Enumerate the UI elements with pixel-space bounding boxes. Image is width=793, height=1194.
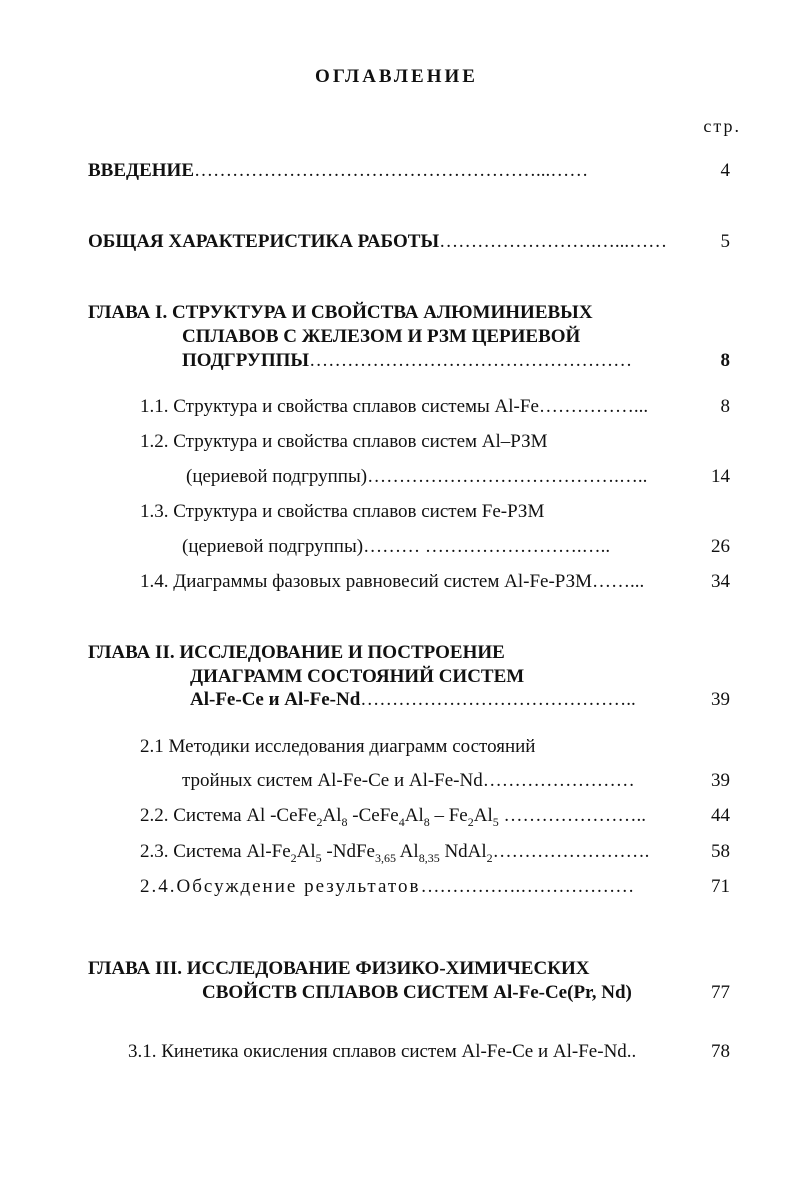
leader-dots: ………………….. (498, 805, 646, 826)
page-number: 71 (711, 876, 730, 897)
entry-text: NdAl (439, 841, 487, 862)
entry-text: (цериевой подгруппы) (182, 536, 364, 557)
leader-dots: ………………………………………………...…… (194, 160, 589, 181)
page-number: 26 (711, 536, 730, 557)
entry-text: Al-Fe-Ce и Al-Fe-Nd (190, 689, 361, 710)
toc-entry-2-2[interactable] (140, 805, 646, 827)
entry-text: 2.3. Система Al-Fe (140, 841, 291, 862)
subscript: 3,65 (374, 850, 396, 865)
entry-text: Al (473, 805, 493, 826)
toc-entry-1-3[interactable]: 1.3. Структура и свойства сплавов систем Fe-РЗМ (140, 501, 545, 522)
leader-dots: ……………………. (492, 841, 650, 862)
chapter-2-line1[interactable]: ГЛАВА II. ИССЛЕДОВАНИЕ И ПОСТРОЕНИЕ (88, 642, 505, 663)
entry-text: -CeFe (347, 805, 399, 826)
toc-entry-1-2-cont (186, 466, 647, 488)
entry-text: ПОДГРУППЫ (182, 350, 310, 371)
toc-entry-1-2[interactable]: 1.2. Структура и свойства сплавов систем Al–РЗМ (140, 431, 548, 452)
entry-text: ВВЕДЕНИЕ (88, 160, 194, 181)
leader-dots: ……………... (538, 396, 649, 417)
toc-entry-2-3[interactable] (140, 841, 649, 863)
entry-text: ОБЩАЯ ХАРАКТЕРИСТИКА РАБОТЫ (88, 231, 440, 252)
entry-text: Al (404, 805, 424, 826)
chapter-3-line2: СВОЙСТВ СПЛАВОВ СИСТЕМ Al-Fe-Ce(Pr, Nd) (202, 982, 632, 1003)
toc-entry-2-1[interactable]: 2.1 Методики исследования диаграмм состояний (140, 736, 536, 757)
toc-entry-2-1-cont (182, 770, 635, 792)
entry-text: 2.4.Обсуждение результатов (140, 876, 421, 897)
entry-text: (цериевой подгруппы) (186, 466, 368, 487)
page-number: 8 (720, 396, 730, 417)
entry-text: 1.4. Диаграммы фазовых равновесий систем Al-Fe-РЗМ (140, 571, 592, 592)
entry-text: -NdFe (321, 841, 375, 862)
entry-text: Al (296, 841, 316, 862)
entry-text: тройных систем Al-Fe-Ce и Al-Fe-Nd (182, 770, 483, 791)
toc-entry-2-4[interactable] (140, 876, 634, 898)
page-number: 39 (711, 689, 730, 710)
page-number: 5 (720, 231, 730, 252)
subscript: 2 (467, 814, 474, 829)
toc-entry-1-1[interactable] (140, 396, 648, 418)
entry-text: 2.2. Система Al -CeFe (140, 805, 317, 826)
entry-text: Al (322, 805, 342, 826)
subscript: 2 (486, 850, 493, 865)
toc-entry-1-4[interactable] (140, 571, 644, 593)
page-column-label: стр. (703, 116, 741, 136)
chapter-1-line1[interactable]: ГЛАВА I. СТРУКТУРА И СВОЙСТВА АЛЮМИНИЕВЫХ (88, 302, 593, 323)
page-number: 77 (711, 982, 730, 1003)
page-number: 44 (711, 805, 730, 826)
chapter-2-line2: ДИАГРАММ СОСТОЯНИЙ СИСТЕМ (190, 666, 525, 687)
leader-dots: …………….……………… (420, 876, 635, 897)
subscript: 8 (341, 814, 348, 829)
toc-title: ОГЛАВЛЕНИЕ (315, 66, 478, 87)
page-number: 58 (711, 841, 730, 862)
page-number: 78 (711, 1041, 730, 1062)
leader-dots: …………………… (482, 770, 635, 791)
leader-dots: ……... (592, 571, 645, 592)
toc-entry-general[interactable] (88, 231, 667, 253)
leader-dots: …………………….…...…… (439, 231, 668, 252)
page-number: 39 (711, 770, 730, 791)
entry-text: 1.1. Структура и свойства сплавов системы Al-Fe (140, 396, 539, 417)
chapter-2-line3 (190, 689, 636, 711)
subscript: 8 (423, 814, 430, 829)
chapter-1-line2: СПЛАВОВ С ЖЕЛЕЗОМ И РЗМ ЦЕРИЕВОЙ (182, 326, 581, 347)
subscript: 2 (316, 814, 323, 829)
entry-text: Al (395, 841, 419, 862)
subscript: 4 (398, 814, 405, 829)
chapter-3-line1[interactable]: ГЛАВА III. ИССЛЕДОВАНИЕ ФИЗИКО-ХИМИЧЕСКИХ (88, 958, 590, 979)
toc-entry-introduction[interactable] (88, 160, 588, 182)
leader-dots: ……… …………………….….. (363, 536, 611, 557)
subscript: 2 (290, 850, 297, 865)
page-number: 14 (711, 466, 730, 487)
chapter-1-line3 (182, 350, 632, 372)
subscript: 5 (315, 850, 322, 865)
toc-entry-3-1[interactable]: 3.1. Кинетика окисления сплавов систем Al-Fe-Ce и Al-Fe-Nd.. (128, 1041, 637, 1062)
subscript: 8,35 (418, 850, 440, 865)
leader-dots: ………………………………….….. (367, 466, 648, 487)
leader-dots: …………………………………………… (309, 350, 633, 371)
leader-dots: …………………………………….. (360, 689, 636, 710)
page-number: 8 (720, 350, 730, 371)
entry-text: – Fe (429, 805, 468, 826)
toc-entry-1-3-cont (182, 536, 610, 558)
subscript: 5 (492, 814, 499, 829)
page-number: 34 (711, 571, 730, 592)
page-number: 4 (720, 160, 730, 181)
